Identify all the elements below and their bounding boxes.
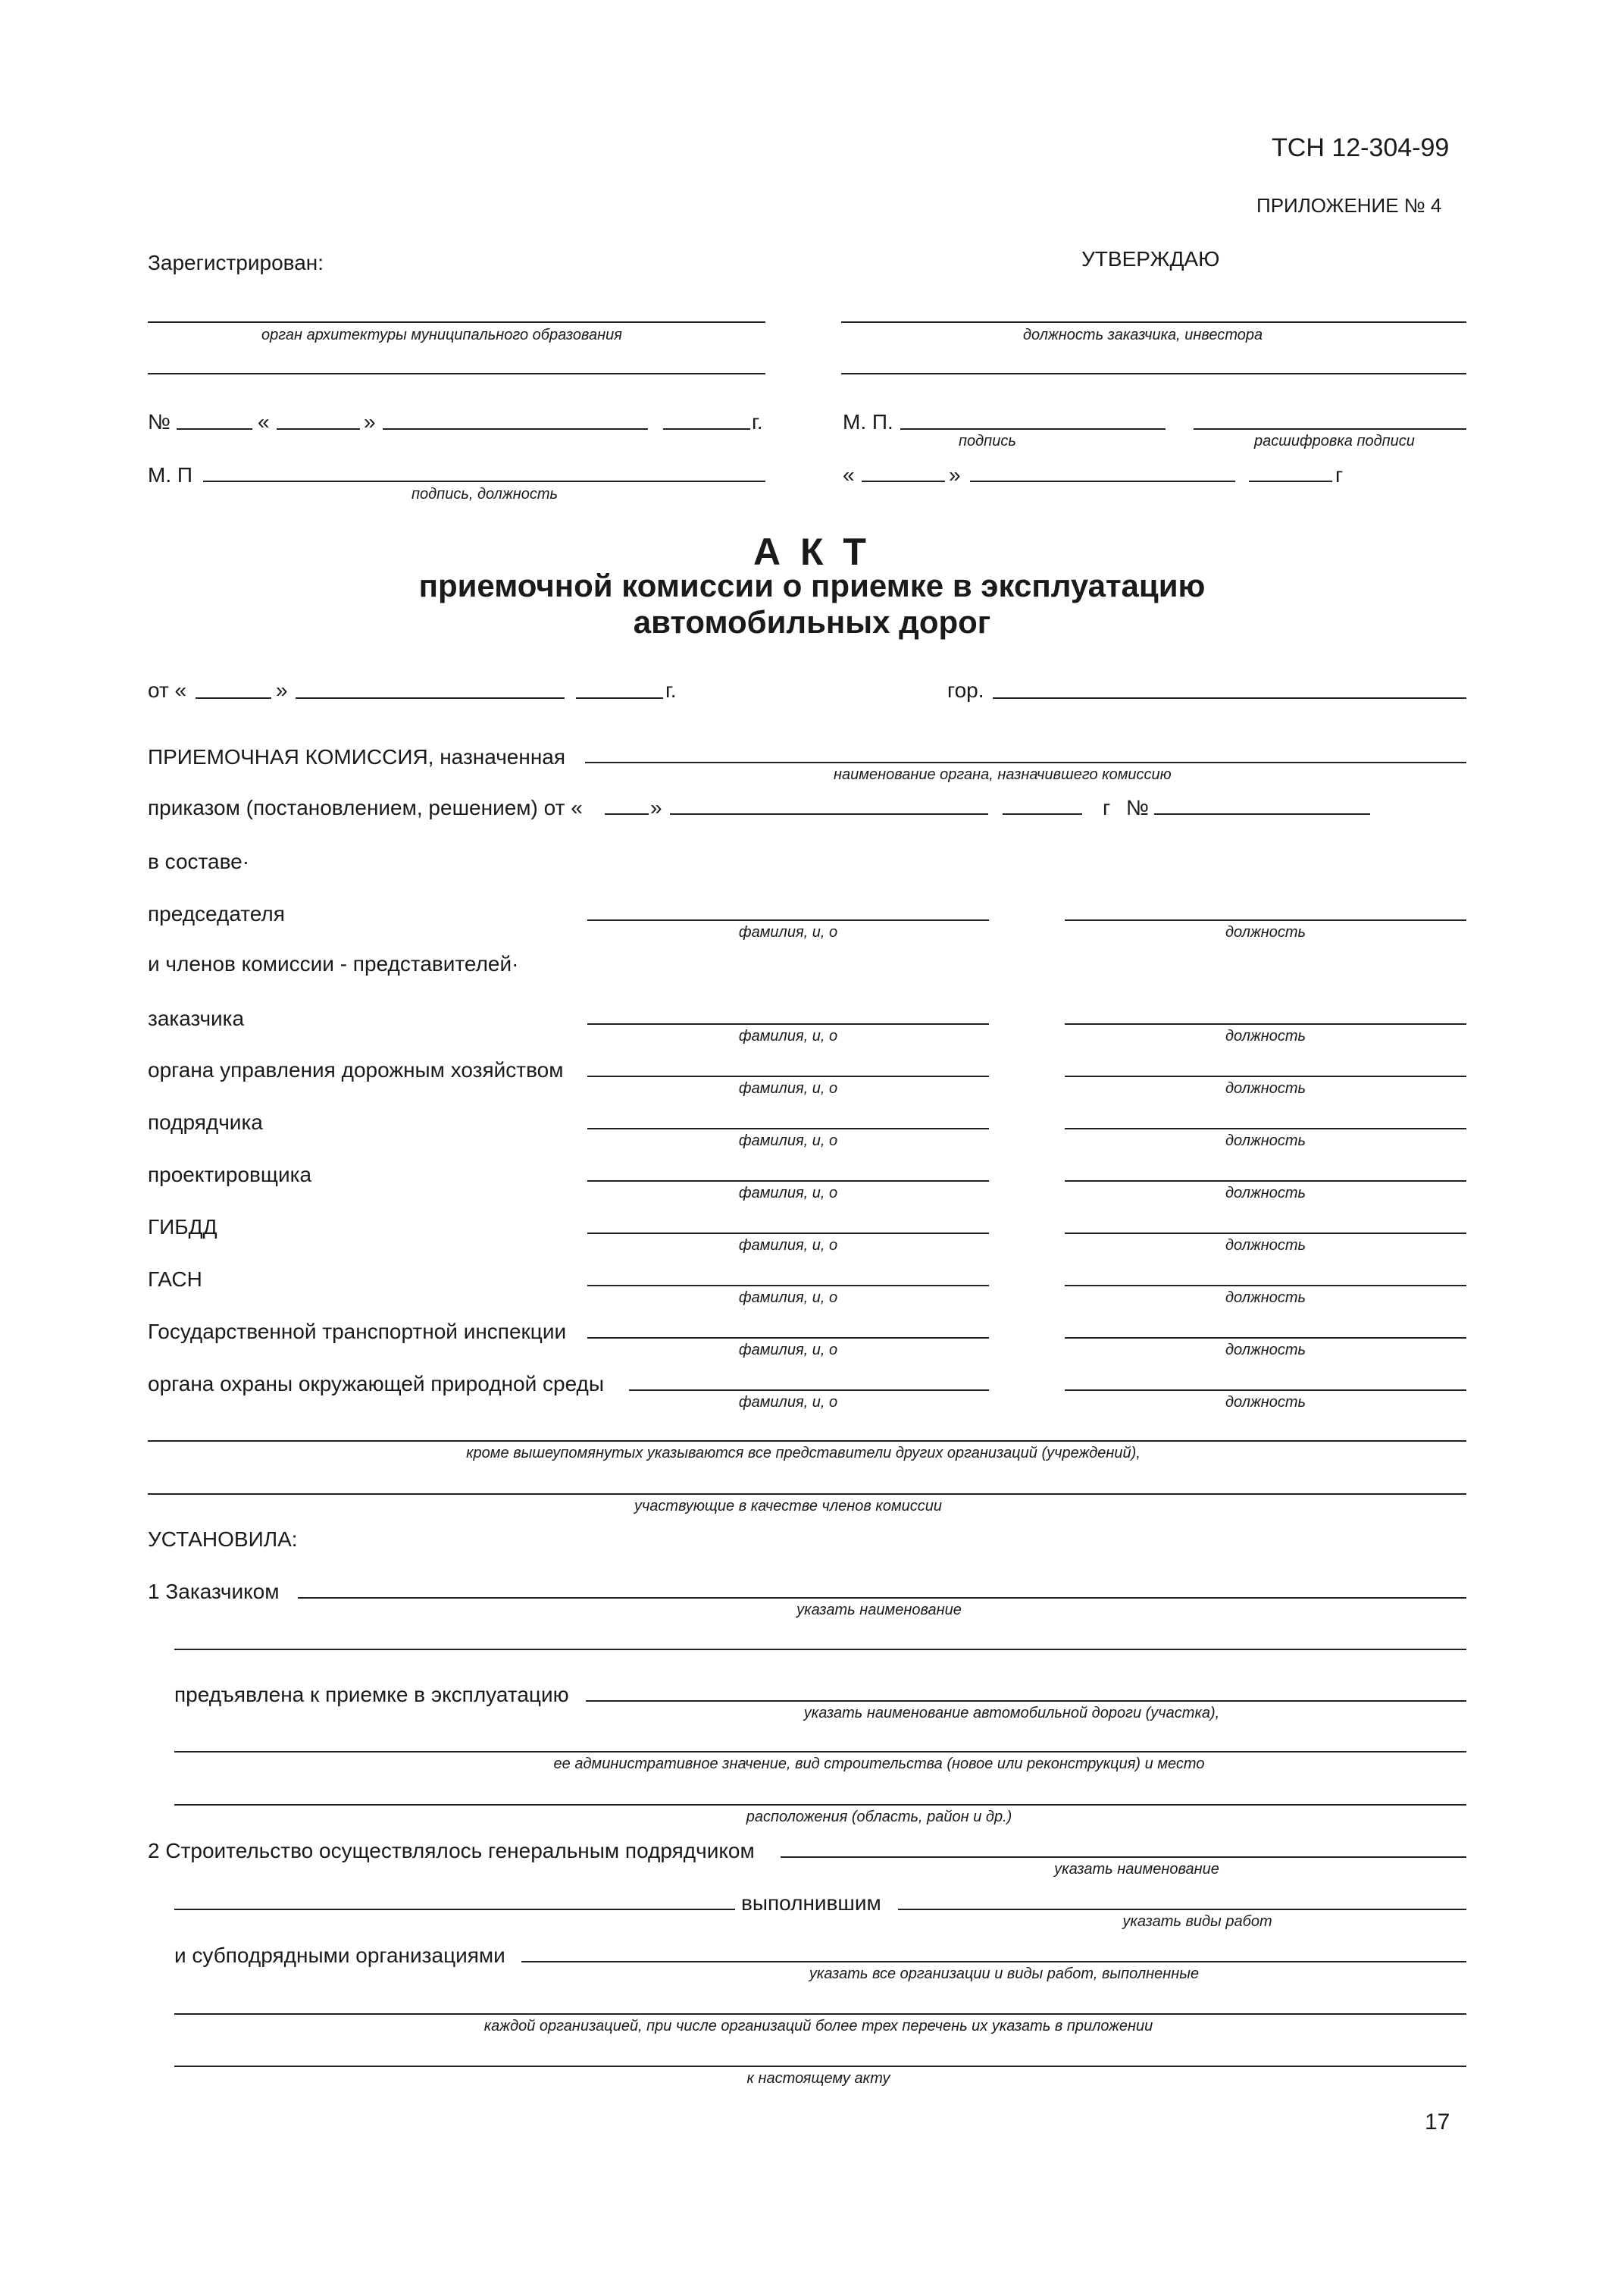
reg-number-sign: № <box>148 410 171 434</box>
registrar-signature-line <box>203 481 765 482</box>
rep-name-caption: фамилия, и, о <box>738 1342 838 1358</box>
decoding-caption: расшифровка подписи <box>1254 433 1415 449</box>
item2-general-contractor-label: 2 Строительство осуществлялось генеральным подрядчиком <box>148 1839 755 1862</box>
reg-quote-close: » <box>364 410 376 434</box>
rep-name-line <box>587 1128 989 1129</box>
road-name-caption: указать наименование автомобильной дороги (участка), <box>803 1705 1220 1721</box>
act-day-line <box>196 697 271 699</box>
approve-year-suffix: г <box>1335 463 1344 487</box>
chairman-position-line <box>1065 919 1466 921</box>
subcontractors-label: и субподрядными организациями <box>174 1944 505 1967</box>
rep-position-line <box>1065 1337 1466 1339</box>
approve-day-line <box>862 481 945 482</box>
chairman-position-caption: должность <box>1225 924 1306 941</box>
rep-name-line <box>587 1285 989 1286</box>
presented-label: предъявлена к приемке в эксплуатацию <box>174 1683 569 1706</box>
rep-position-line <box>1065 1023 1466 1025</box>
rep-name-line <box>587 1233 989 1234</box>
page-number: 17 <box>1425 2110 1450 2135</box>
act-subtitle-line1: приемочной комиссии о приемке в эксплуатацию <box>418 568 1206 603</box>
reg-day-line <box>277 428 360 430</box>
act-quote-close: » <box>276 678 288 702</box>
road-name-line <box>586 1700 1466 1702</box>
chairman-name-caption: фамилия, и, о <box>738 924 838 941</box>
general-contractor-line <box>781 1856 1466 1858</box>
rep-label-contractor: подрядчика <box>148 1110 263 1134</box>
reg-quote-open: « <box>258 410 270 434</box>
works-caption: указать виды работ <box>1122 1913 1272 1930</box>
order-from-label: приказом (постановлением, решением) от « <box>148 796 583 819</box>
item1-customer-label: 1 Заказчиком <box>148 1580 280 1603</box>
rep-position-caption: должность <box>1225 1394 1306 1411</box>
chairman-label: председателя <box>148 902 285 926</box>
other-orgs-line-2 <box>148 1493 1466 1495</box>
approver-signature-line <box>900 428 1166 430</box>
order-day-line <box>605 813 649 815</box>
rep-position-caption: должность <box>1225 1185 1306 1201</box>
works-line <box>898 1909 1466 1910</box>
subcontractors-line <box>521 1961 1466 1962</box>
rep-label-gibdd: ГИБДД <box>148 1215 217 1239</box>
appendix-label: ПРИЛОЖЕНИЕ № 4 <box>1256 194 1442 217</box>
rep-label-customer: заказчика <box>148 1007 245 1030</box>
act-date-from: от « <box>148 678 187 702</box>
general-contractor-caption: указать наименование <box>1054 1861 1219 1878</box>
reg-year-suffix: г. <box>752 410 763 434</box>
rep-name-line <box>629 1389 989 1391</box>
customer-name-line <box>298 1597 1466 1599</box>
rep-name-caption: фамилия, и, о <box>738 1080 838 1097</box>
customer-name-line-2 <box>174 1649 1466 1650</box>
composition-label: в составе· <box>148 850 250 873</box>
rep-position-line <box>1065 1076 1466 1077</box>
rep-position-caption: должность <box>1225 1028 1306 1045</box>
city-line <box>993 697 1466 699</box>
road-admin-caption: ее административное значение, вид строительства (новое или реконструкция) и место <box>553 1756 1205 1772</box>
rep-label-designer: проектировщика <box>148 1163 312 1186</box>
act-appendix-caption: к настоящему акту <box>746 2070 890 2087</box>
rep-position-caption: должность <box>1225 1132 1306 1149</box>
rep-name-line <box>587 1023 989 1025</box>
rep-name-caption: фамилия, и, о <box>738 1289 838 1306</box>
order-number-line <box>1154 813 1370 815</box>
rep-name-line <box>587 1337 989 1339</box>
rep-position-line <box>1065 1285 1466 1286</box>
established-heading: УСТАНОВИЛА: <box>148 1527 298 1551</box>
reg-year-line <box>663 428 750 430</box>
rep-position-caption: должность <box>1225 1080 1306 1097</box>
rep-name-line <box>587 1076 989 1077</box>
rep-name-caption: фамилия, и, о <box>738 1185 838 1201</box>
road-admin-line <box>174 1751 1466 1752</box>
customer-position-line-2 <box>841 373 1466 374</box>
act-year-suffix: г. <box>665 678 677 702</box>
registered-label: Зарегистрирован: <box>148 251 324 274</box>
approve-year-line <box>1249 481 1332 482</box>
rep-label-environment: органа охраны окружающей природной среды <box>148 1372 604 1395</box>
stamp-place-left: М. П <box>148 463 193 487</box>
performed-label: выполнившим <box>741 1891 881 1915</box>
stamp-place-right: М. П. <box>843 410 893 434</box>
city-label: гор. <box>947 678 984 702</box>
rep-label-transport-inspection: Государственной транспортной инспекции <box>148 1320 567 1343</box>
arch-body-caption: орган архитектуры муниципального образования <box>261 327 622 343</box>
sign-position-caption: подпись, должность <box>411 486 559 503</box>
rep-position-line <box>1065 1389 1466 1391</box>
order-quote-close: » <box>650 796 662 819</box>
members-caption: участвующие в качестве членов комиссии <box>634 1498 943 1514</box>
rep-label-gasn: ГАСН <box>148 1267 202 1291</box>
chairman-name-line <box>587 919 989 921</box>
rep-name-caption: фамилия, и, о <box>738 1237 838 1254</box>
signature-caption: подпись <box>959 433 1016 449</box>
rep-name-caption: фамилия, и, о <box>738 1028 838 1045</box>
customer-name-caption: указать наименование <box>796 1602 962 1618</box>
each-org-line <box>174 2013 1466 2015</box>
reg-number-line <box>177 428 252 430</box>
arch-body-line-2 <box>148 373 765 374</box>
act-title: А К Т <box>753 531 871 573</box>
customer-position-line <box>841 321 1466 323</box>
approver-decoding-line <box>1194 428 1466 430</box>
rep-position-line <box>1065 1233 1466 1234</box>
rep-name-caption: фамилия, и, о <box>738 1394 838 1411</box>
appointing-body-line <box>585 762 1466 763</box>
act-appendix-line <box>174 2066 1466 2067</box>
order-year-line <box>1003 813 1082 815</box>
rep-name-line <box>587 1180 989 1182</box>
approve-label: УТВЕРЖДАЮ <box>1081 247 1220 271</box>
order-number-sign: № <box>1126 796 1150 819</box>
performed-prefix-line <box>174 1909 735 1910</box>
members-label: и членов комиссии - представителей· <box>148 952 519 976</box>
rep-position-caption: должность <box>1225 1342 1306 1358</box>
order-month-line <box>670 813 988 815</box>
document-code: ТСН 12-304-99 <box>1272 133 1450 162</box>
approve-quote-open: « <box>843 463 855 487</box>
appointing-body-caption: наименование органа, назначившего комиссию <box>834 766 1172 783</box>
rep-position-line <box>1065 1180 1466 1182</box>
act-month-line <box>296 697 565 699</box>
each-org-caption: каждой организацией, при числе организаций более трех перечень их указать в приложении <box>483 2018 1153 2034</box>
reg-month-line <box>383 428 648 430</box>
act-year-line <box>576 697 663 699</box>
road-location-line <box>174 1804 1466 1806</box>
customer-position-caption: должность заказчика, инвестора <box>1023 327 1263 343</box>
rep-position-caption: должность <box>1225 1289 1306 1306</box>
act-subtitle-line2: автомобильных дорог <box>633 604 991 640</box>
approve-month-line <box>970 481 1235 482</box>
order-year-suffix: г <box>1103 796 1111 819</box>
rep-position-line <box>1065 1128 1466 1129</box>
all-orgs-caption: указать все организации и виды работ, выполненные <box>809 1965 1200 1982</box>
road-location-caption: расположения (область, район и др.) <box>746 1809 1012 1825</box>
other-orgs-line <box>148 1440 1466 1442</box>
arch-body-line <box>148 321 765 323</box>
approve-quote-close: » <box>949 463 961 487</box>
rep-label-road-authority: органа управления дорожным хозяйством <box>148 1058 564 1082</box>
other-orgs-caption: кроме вышеупомянутых указываются все представители других организаций (учреждений), <box>466 1445 1141 1461</box>
rep-name-caption: фамилия, и, о <box>738 1132 838 1149</box>
commission-appointed-label: ПРИЕМОЧНАЯ КОМИССИЯ, назначенная <box>148 745 566 769</box>
rep-position-caption: должность <box>1225 1237 1306 1254</box>
